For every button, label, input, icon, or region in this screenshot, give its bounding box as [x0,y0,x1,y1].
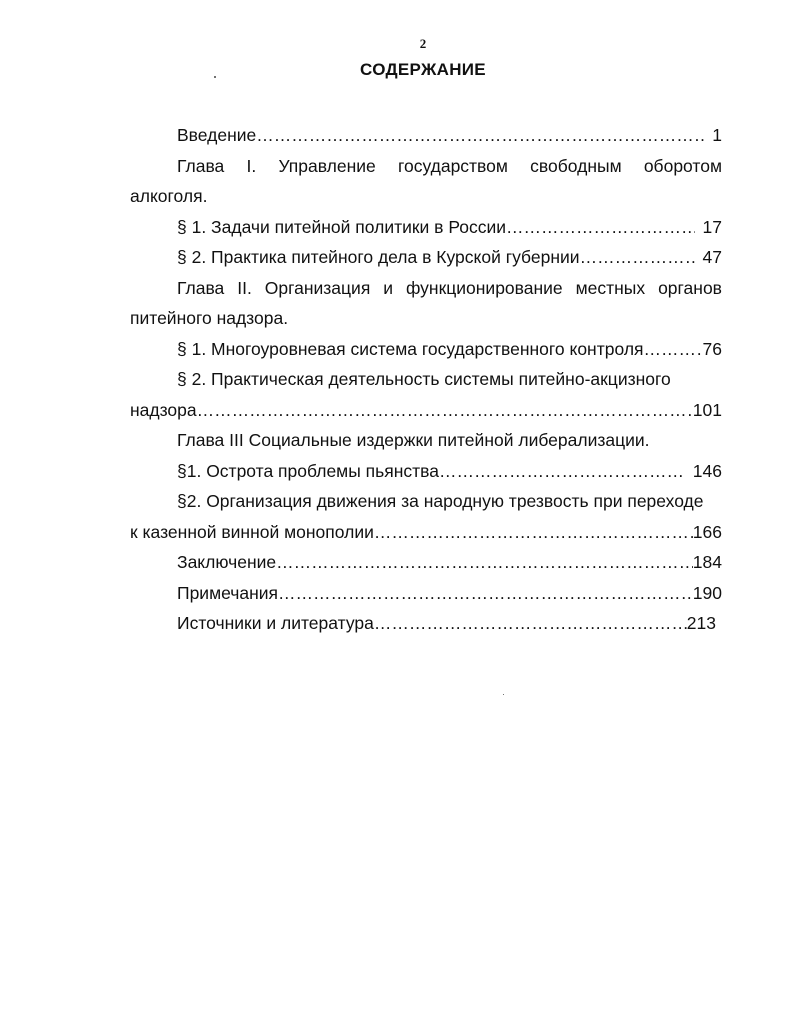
toc-chapter-1[interactable] [130,151,722,182]
toc-chapter-3[interactable]: Глава III Социальные издержки питейной либерализации. [177,430,650,450]
dot-leader [276,547,693,578]
toc-entry-page: 101 [692,399,722,420]
toc-entry-page: 146 [692,460,722,481]
scan-speck [503,694,504,695]
toc-entry-page: 1 [712,125,722,145]
toc-chapter-2-continuation: питейного надзора. [130,308,289,328]
chapter-word: функционирование [405,277,563,298]
chapter-word: Организация [264,277,371,298]
dot-leader [374,608,687,639]
toc-entry-label: надзора [130,399,197,420]
chapter-word: свободным [530,155,622,176]
toc-entry-label: Источники и литература [177,613,374,633]
toc-entry-page: 76 [702,338,722,359]
dot-leader [644,334,703,365]
toc-entry-sources[interactable] [130,608,722,639]
toc-entry-conclusion[interactable] [130,547,722,578]
toc-entry-label: §1. Острота проблемы пьянства [177,460,439,481]
toc-entry-label: Заключение [177,552,277,572]
toc-entry-ch2-s2[interactable] [130,395,722,426]
toc-entry-page: 17 [702,216,722,237]
scan-speck [214,76,216,78]
toc-entry-notes[interactable] [130,578,722,609]
toc-chapter-2[interactable] [130,273,722,304]
chapter-word: и [383,277,394,298]
chapter-word: Глава [177,277,225,298]
toc-entry-label: Примечания [177,582,279,603]
toc-entry-ch1-s2[interactable] [130,242,722,273]
dot-leader [256,120,704,151]
chapter-word: органов [658,277,722,298]
toc-entry-ch2-s2-line1[interactable]: § 2. Практическая деятельность системы питейно-акцизного [177,369,671,389]
toc-entry-page: 47 [702,247,722,267]
chapter-word: I. [246,155,257,176]
chapter-word: местных [575,277,646,298]
chapter-word: Глава [177,155,225,176]
dot-leader [439,456,685,487]
chapter-word: государством [397,155,508,176]
dot-leader [374,517,693,548]
toc-entry-label: § 2. Практика питейного дела в Курской губернии [177,247,580,267]
toc-entry-label: Введение [177,125,257,145]
toc-chapter-1-continuation: алкоголя. [130,186,208,206]
toc-entry-intro[interactable] [130,120,722,151]
page-number: 2 [419,36,427,51]
toc-entry-ch2-s1[interactable] [130,334,722,365]
toc-entry-page: 166 [692,521,722,542]
toc-entry-ch3-s2-line1[interactable]: §2. Организация движения за народную трезвость при переходе [177,491,704,511]
dot-leader [580,242,695,273]
table-of-contents [130,120,722,639]
chapter-word: оборотом [643,155,722,176]
toc-entry-ch3-s2[interactable] [130,517,722,548]
dot-leader [506,212,695,243]
chapter-word: II. [237,277,252,298]
chapter-word: Управление [278,155,376,176]
toc-entry-label: к казенной винной монополии [130,521,374,542]
toc-entry-page: 184 [692,552,722,572]
toc-entry-page: 213 [686,613,716,633]
dot-leader [278,578,693,609]
toc-entry-label: § 1. Задачи питейной политики в России [177,216,507,237]
toc-entry-ch3-s1[interactable] [130,456,722,487]
dot-leader [197,395,693,426]
page-title: СОДЕРЖАНИЕ [360,60,486,79]
toc-entry-page: 190 [692,582,722,603]
toc-entry-ch1-s1[interactable] [130,212,722,243]
toc-entry-label: § 1. Многоуровневая система государственного контроля [177,338,644,359]
